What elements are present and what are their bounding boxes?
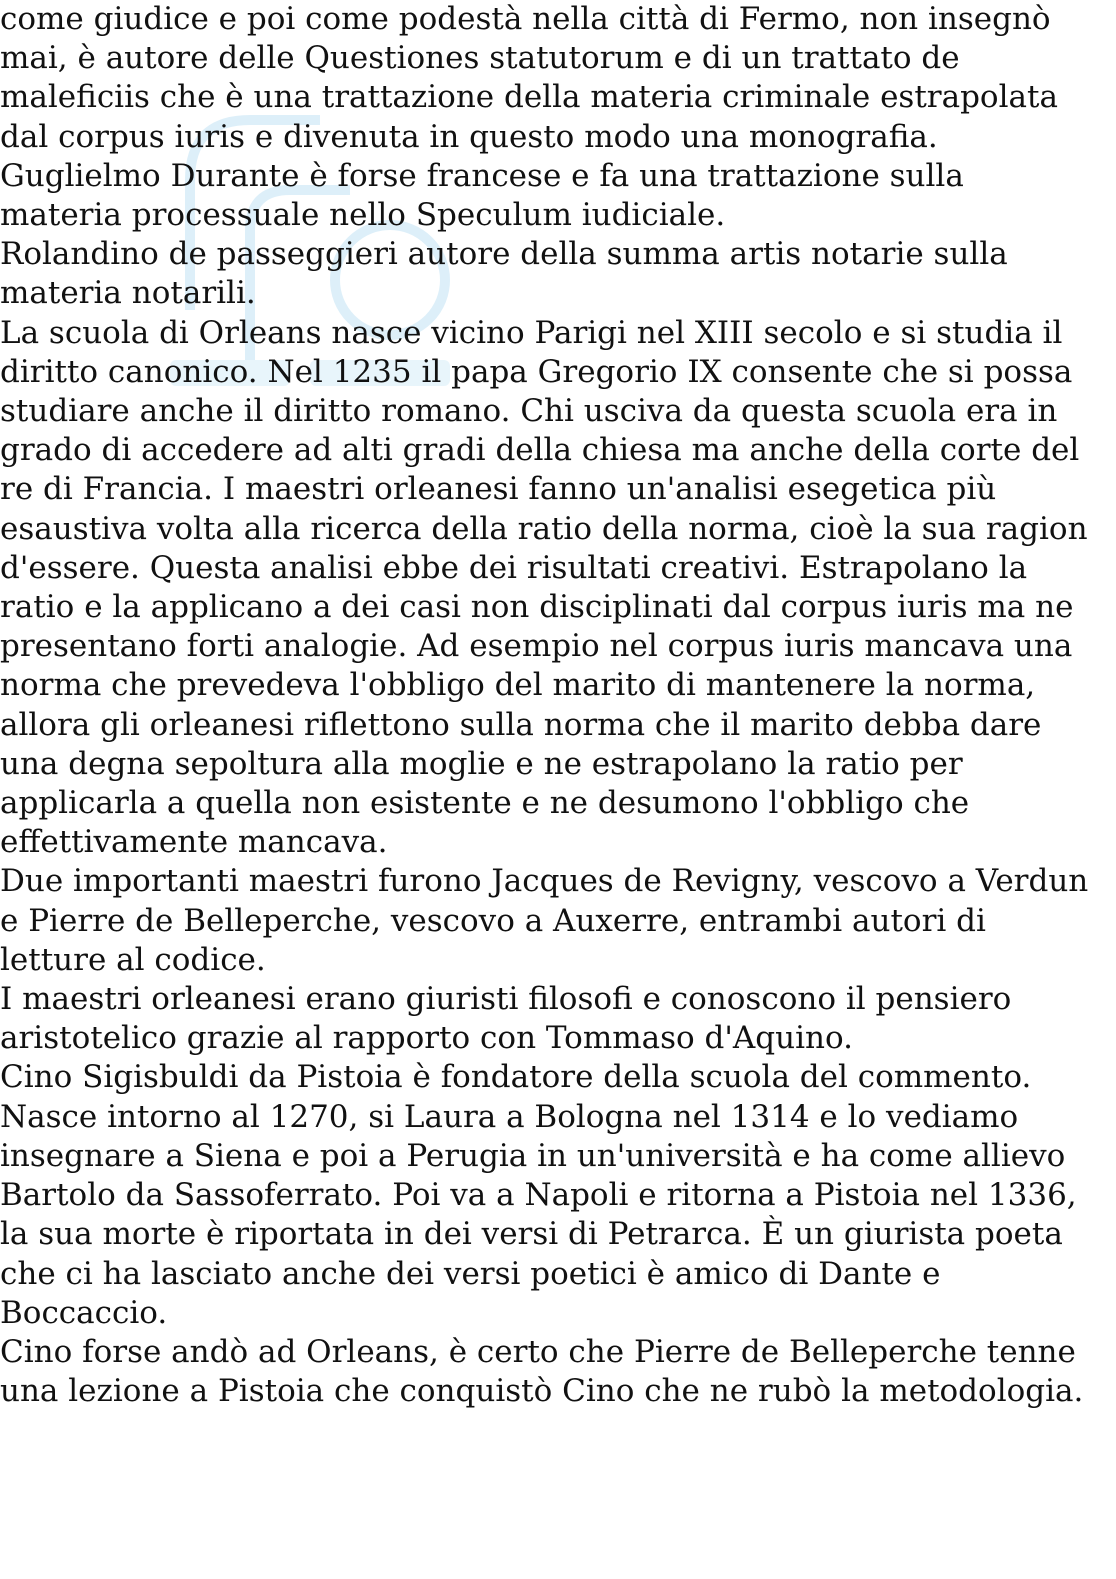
text-line: grado di accedere ad alti gradi della chiesa ma anche della corte del <box>0 432 1080 469</box>
text-line: Cino Sigisbuldi da Pistoia è fondatore della scuola del commento. <box>0 1059 1032 1096</box>
text-line: presentano forti analogie. Ad esempio nel corpus iuris mancava una <box>0 628 1073 665</box>
text-line: una lezione a Pistoia che conquistò Cino che ne rubò la metodologia. <box>0 1373 1084 1410</box>
text-line: e Pierre de Belleperche, vescovo a Auxerre, entrambi autori di <box>0 902 986 939</box>
text-line: dal corpus iuris e divenuta in questo modo una monografia. <box>0 118 938 155</box>
text-line: La scuola di Orleans nasce vicino Parigi nel XIII secolo e si studia il <box>0 314 1063 351</box>
text-line: ratio e la applicano a dei casi non disciplinati dal corpus iuris ma ne <box>0 589 1074 626</box>
text-line: Guglielmo Durante è forse francese e fa una trattazione sulla <box>0 157 964 194</box>
text-line: diritto canonico. Nel 1235 il papa Gregorio IX consente che si possa <box>0 353 1073 390</box>
text-line: aristotelico grazie al rapporto con Tommaso d'Aquino. <box>0 1020 853 1057</box>
text-line: mai, è autore delle Questiones statutorum e di un trattato de <box>0 40 960 77</box>
text-line: applicarla a quella non esistente e ne desumono l'obbligo che <box>0 785 970 822</box>
text-line: studiare anche il diritto romano. Chi usciva da questa scuola era in <box>0 393 1058 430</box>
text-line: Due importanti maestri furono Jacques de Revigny, vescovo a Verdun <box>0 863 1089 900</box>
text-line: Boccaccio. <box>0 1294 168 1331</box>
text-line: Nasce intorno al 1270, si Laura a Bologna nel 1314 e lo vediamo <box>0 1098 1019 1135</box>
text-line: materia processuale nello Speculum iudiciale. <box>0 197 726 234</box>
text-line: Bartolo da Sassoferrato. Poi va a Napoli e ritorna a Pistoia nel 1336, <box>0 1177 1077 1214</box>
text-line: Cino forse andò ad Orleans, è certo che Pierre de Belleperche tenne <box>0 1333 1076 1370</box>
text-line: letture al codice. <box>0 941 266 978</box>
text-line: una degna sepoltura alla moglie e ne estrapolano la ratio per <box>0 745 963 782</box>
text-line: d'essere. Questa analisi ebbe dei risultati creativi. Estrapolano la <box>0 549 1028 586</box>
text-line: re di Francia. I maestri orleanesi fanno un'analisi esegetica più <box>0 471 997 508</box>
text-line: maleficiis che è una trattazione della materia criminale estrapolata <box>0 79 1058 116</box>
text-line: allora gli orleanesi riflettono sulla norma che il marito debba dare <box>0 706 1042 743</box>
text-line: I maestri orleanesi erano giuristi filosofi e conoscono il pensiero <box>0 981 1012 1018</box>
text-line: insegnare a Siena e poi a Perugia in un'università e ha come allievo <box>0 1137 1066 1174</box>
text-line: Rolandino de passeggieri autore della summa artis notarie sulla <box>0 236 1008 273</box>
text-line: la sua morte è riportata in dei versi di Petrarca. È un giurista poeta <box>0 1216 1063 1253</box>
text-line: norma che prevedeva l'obbligo del marito di mantenere la norma, <box>0 667 1036 704</box>
text-line: come giudice e poi come podestà nella città di Fermo, non insegnò <box>0 1 1051 37</box>
text-line: che ci ha lasciato anche dei versi poetici è amico di Dante e <box>0 1255 941 1292</box>
text-line: esaustiva volta alla ricerca della ratio della norma, cioè la sua ragion <box>0 510 1088 547</box>
text-line: materia notarili. <box>0 275 256 312</box>
text-line: effettivamente mancava. <box>0 824 388 861</box>
